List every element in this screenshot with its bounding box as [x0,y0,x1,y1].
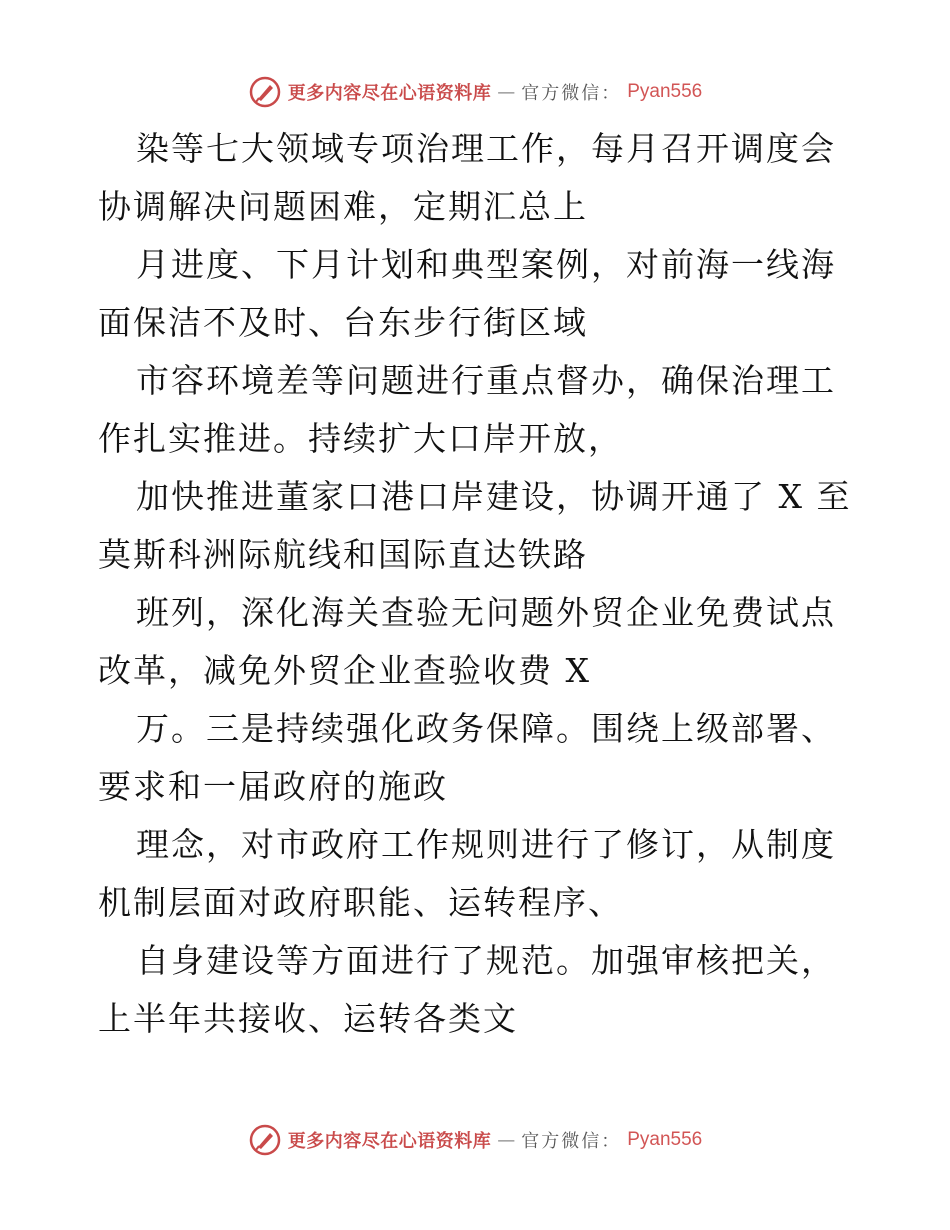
paragraph: 万。三是持续强化政务保障。围绕上级部署、要求和一届政府的施政 [98,709,836,806]
watermark-separator: — [497,1129,516,1151]
paragraph: 自身建设等方面进行了规范。加强审核把关，上半年共接收、运转各类文 [98,941,836,1038]
footer-watermark [0,1120,950,1160]
quill-pen-logo-icon [248,1123,282,1157]
paragraph: 染等七大领域专项治理工作，每月召开调度会协调解决问题困难，定期汇总上 [98,129,836,226]
quill-pen-logo-icon [248,75,282,109]
paragraph: 理念，对市政府工作规则进行了修订，从制度机制层面对政府职能、运转程序、 [98,825,836,922]
watermark-official-text: 官方微信： [521,1131,622,1152]
watermark-separator: — [497,81,516,103]
paragraph: 市容环境差等问题进行重点督办，确保治理工作扎实推进。持续扩大口岸开放， [98,361,836,458]
paragraph: 加快推进董家口港口岸建设，协调开通了 X 至莫斯科洲际航线和国际直达铁路 [98,477,852,574]
watermark-official-text: 官方微信： [521,83,622,104]
watermark-main-text: 更多内容尽在心语资料库 [287,1131,492,1152]
header-watermark [0,72,950,112]
paragraph: 班列，深化海关查验无问题外贸企业免费试点改革，减免外贸企业查验收费 X [98,593,836,690]
watermark-wechat-id: Pyan556 [627,81,703,102]
watermark-main-text: 更多内容尽在心语资料库 [287,83,492,104]
paragraph: 月进度、下月计划和典型案例，对前海一线海面保洁不及时、台东步行街区域 [98,245,836,342]
document-body [98,120,854,1048]
watermark-wechat-id: Pyan556 [627,1129,703,1150]
